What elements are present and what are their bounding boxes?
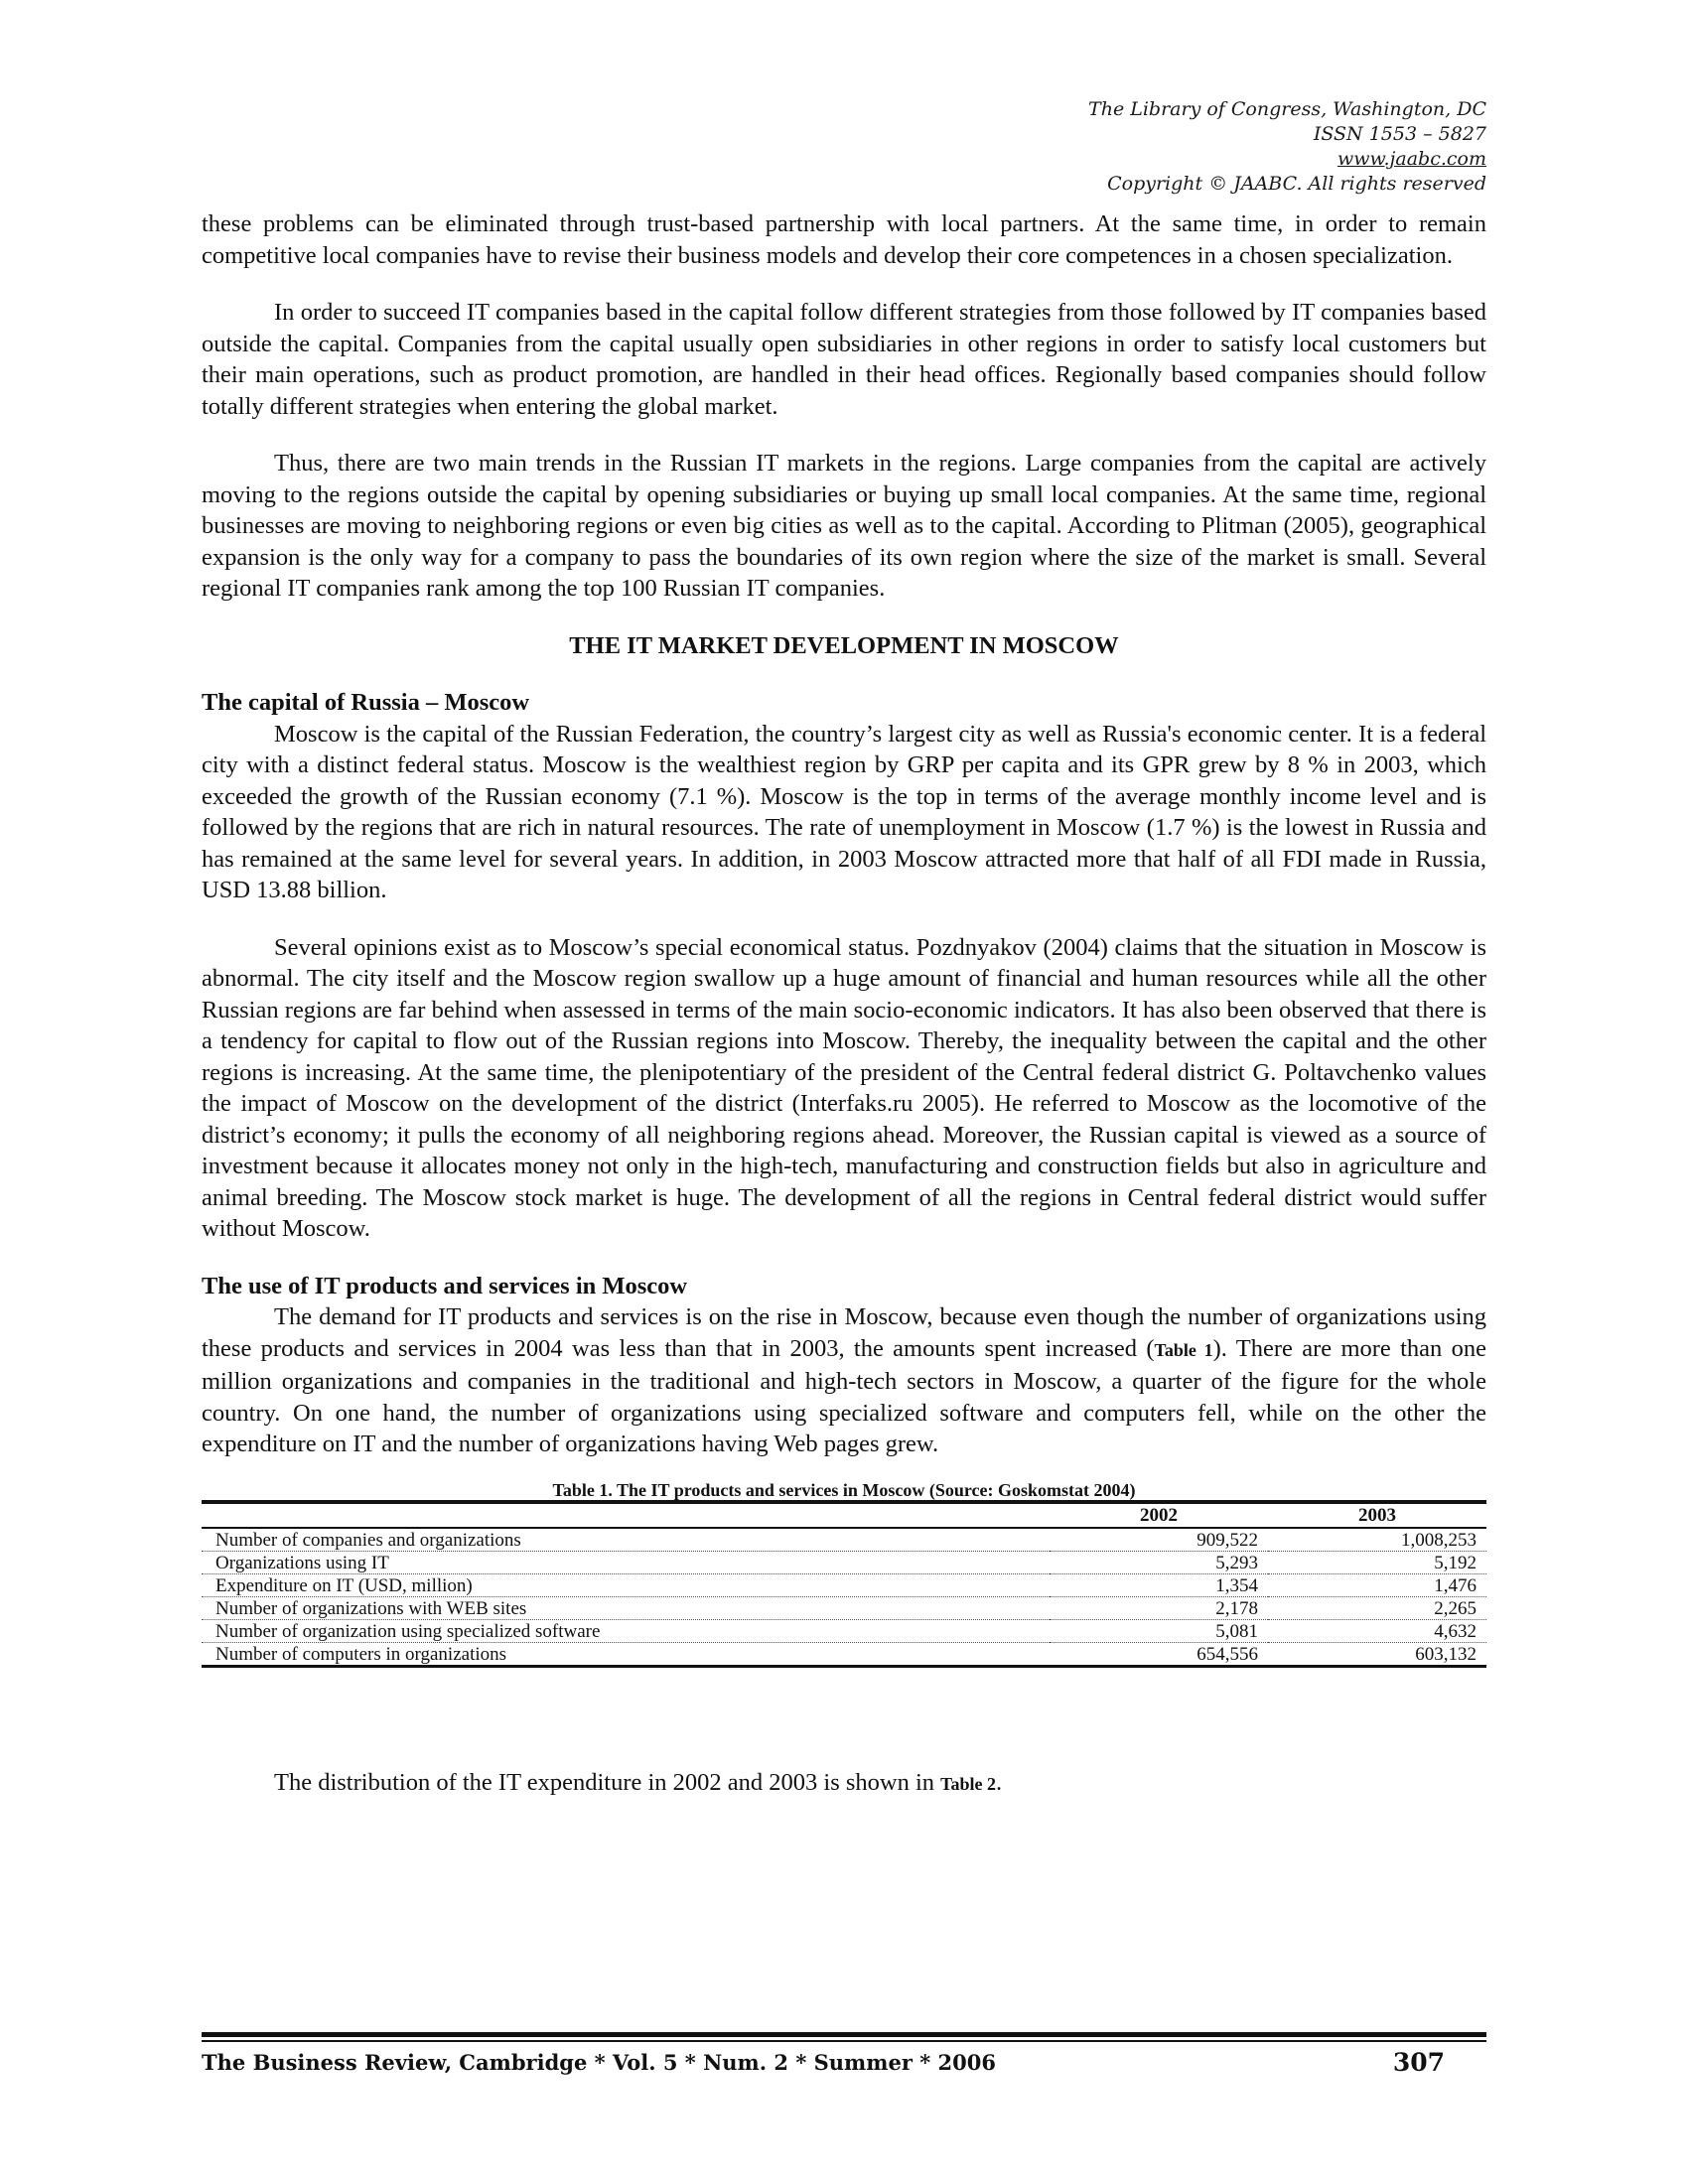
row-label: Number of organization using specialized software	[202, 1619, 1050, 1642]
row-value-2003: 1,476	[1268, 1573, 1486, 1596]
header-copyright: Copyright © JAABC. All rights reserved	[1107, 173, 1486, 195]
table-row	[202, 1551, 1486, 1573]
paragraph-6	[202, 1301, 1486, 1460]
paragraph-7	[202, 1767, 1486, 1801]
paragraph-6-text-b: ). There are more than one million organizations and companies in the traditional and high-tech sectors in Moscow, a quarter of the figure for the whole country. On one hand, the number of organizations using specialized software and computers fell, while on the other the expenditure on IT and the number of organizations having Web pages grew.	[202, 1334, 1486, 1457]
table-header-row	[202, 1502, 1486, 1528]
paragraph-7-text-a: The distribution of the IT expenditure in 2002 and 2003 is shown in	[274, 1768, 941, 1796]
table-2-reference: Table 2	[940, 1773, 997, 1794]
header-library: The Library of Congress, Washington, DC	[1088, 98, 1486, 120]
subheading-capital: The capital of Russia – Moscow	[202, 689, 530, 716]
row-value-2003: 603,132	[1268, 1642, 1486, 1666]
page-number: 307	[1392, 2048, 1445, 2077]
row-value-2002: 5,081	[1050, 1619, 1268, 1642]
table-header-2003: 2003	[1358, 1504, 1396, 1526]
table-header-2002: 2002	[1140, 1504, 1179, 1526]
table-row	[202, 1596, 1486, 1619]
row-value-2002: 2,178	[1050, 1596, 1268, 1619]
row-value-2002: 909,522	[1050, 1528, 1268, 1552]
table-header-blank	[202, 1502, 1050, 1528]
paragraph-4: Moscow is the capital of the Russian Federation, the country’s largest city as well as Russia's economic center. It is a federal city with a distinct federal status. Moscow is the wealthiest region by GRP per capita and its GPR grew by 8 % in 2003, which exceeded the growth of the Russian economy (7.1 %). Moscow is the top in terms of the average monthly income level and is followed by the regions that are rich in natural resources. The rate of unemployment in Moscow (1.7 %) is the lowest in Russia and has remained at the same level for several years. In addition, in 2003 Moscow attracted more that half of all FDI made in Russia, USD 13.88 billion.	[202, 720, 1486, 903]
journal-header	[1088, 97, 1486, 197]
row-value-2003: 2,265	[1268, 1596, 1486, 1619]
header-issn: ISSN 1553 – 5827	[1313, 123, 1486, 145]
row-label: Organizations using IT	[202, 1551, 1050, 1573]
table-1-caption: Table 1. The IT products and services in Moscow (Source: Goskomstat 2004)	[552, 1479, 1136, 1500]
row-value-2003: 5,192	[1268, 1551, 1486, 1573]
table-1	[202, 1500, 1486, 1668]
table-row	[202, 1528, 1486, 1552]
row-label: Expenditure on IT (USD, million)	[202, 1573, 1050, 1596]
footer-journal-info: The Business Review, Cambridge * Vol. 5 * Num. 2 * Summer * 2006	[202, 2050, 996, 2075]
paragraph-2: In order to succeed IT companies based in the capital follow different strategies from those followed by IT companies based outside the capital. Companies from the capital usually open subsidiaries in other regions in order to satisfy local customers but their main operations, such as product promotion, are handled in their head offices. Regionally based companies should follow totally different strategies when entering the global market.	[202, 299, 1486, 420]
section-heading: THE IT MARKET DEVELOPMENT IN MOSCOW	[569, 631, 1119, 659]
table-row	[202, 1642, 1486, 1666]
page-footer	[202, 2047, 1486, 2079]
row-label: Number of organizations with WEB sites	[202, 1596, 1050, 1619]
header-website-link[interactable]: www.jaabc.com	[1336, 148, 1486, 170]
table-row	[202, 1619, 1486, 1642]
table-1-block	[202, 1480, 1486, 1668]
paragraph-6-text-a: The demand for IT products and services is on the rise in Moscow, because even though the number of organizations using these products and services in 2004 was less than that in 2003, the amounts spent increased (	[202, 1303, 1486, 1362]
row-label: Number of companies and organizations	[202, 1528, 1050, 1552]
table-1-reference: Table 1	[1154, 1339, 1213, 1360]
footer-rule-thick	[202, 2032, 1486, 2037]
article-body	[202, 208, 1486, 1800]
row-value-2003: 1,008,253	[1268, 1528, 1486, 1552]
paragraph-3: Thus, there are two main trends in the Russian IT markets in the regions. Large companies from the capital are actively moving to the regions outside the capital by opening subsidiaries or buying up small local companies. At the same time, regional businesses are moving to neighboring regions or even big cities as well as to the capital. According to Plitman (2005), geographical expansion is the only way for a company to pass the boundaries of its own region where the size of the market is small. Several regional IT companies rank among the top 100 Russian IT companies.	[202, 450, 1486, 602]
row-value-2002: 654,556	[1050, 1642, 1268, 1666]
paragraph-5: Several opinions exist as to Moscow’s special economical status. Pozdnyakov (2004) claims that the situation in Moscow is abnormal. The city itself and the Moscow region swallow up a huge amount of financial and human resources while all the other Russian regions are far behind when assessed in terms of the main socio-economic indicators. It has also been observed that there is a tendency for capital to flow out of the Russian regions into Moscow. Thereby, the inequality between the capital and the other regions is increasing. At the same time, the plenipotentiary of the president of the Central federal district G. Poltavchenko values the impact of Moscow on the development of the district (Interfaks.ru 2005). He referred to Moscow as the locomotive of the district’s economy; it pulls the economy of all neighboring regions ahead. Moreover, the Russian capital is viewed as a source of investment because it allocates money not only in the high-tech, manufacturing and construction fields but also in agriculture and animal breeding. The Moscow stock market is huge. The development of all the regions in Central federal district would suffer without Moscow.	[202, 933, 1486, 1242]
row-label: Number of computers in organizations	[202, 1642, 1050, 1666]
footer-rule-thin	[202, 2040, 1486, 2042]
paragraph-1: these problems can be eliminated through trust-based partnership with local partners. At the same time, in order to remain competitive local companies have to revise their business models and develop their core competences in a chosen specialization.	[202, 210, 1486, 269]
row-value-2002: 5,293	[1050, 1551, 1268, 1573]
row-value-2003: 4,632	[1268, 1619, 1486, 1642]
subheading-it-use: The use of IT products and services in Moscow	[202, 1272, 688, 1299]
row-value-2002: 1,354	[1050, 1573, 1268, 1596]
table-row	[202, 1573, 1486, 1596]
paragraph-7-text-b: .	[996, 1768, 1003, 1796]
